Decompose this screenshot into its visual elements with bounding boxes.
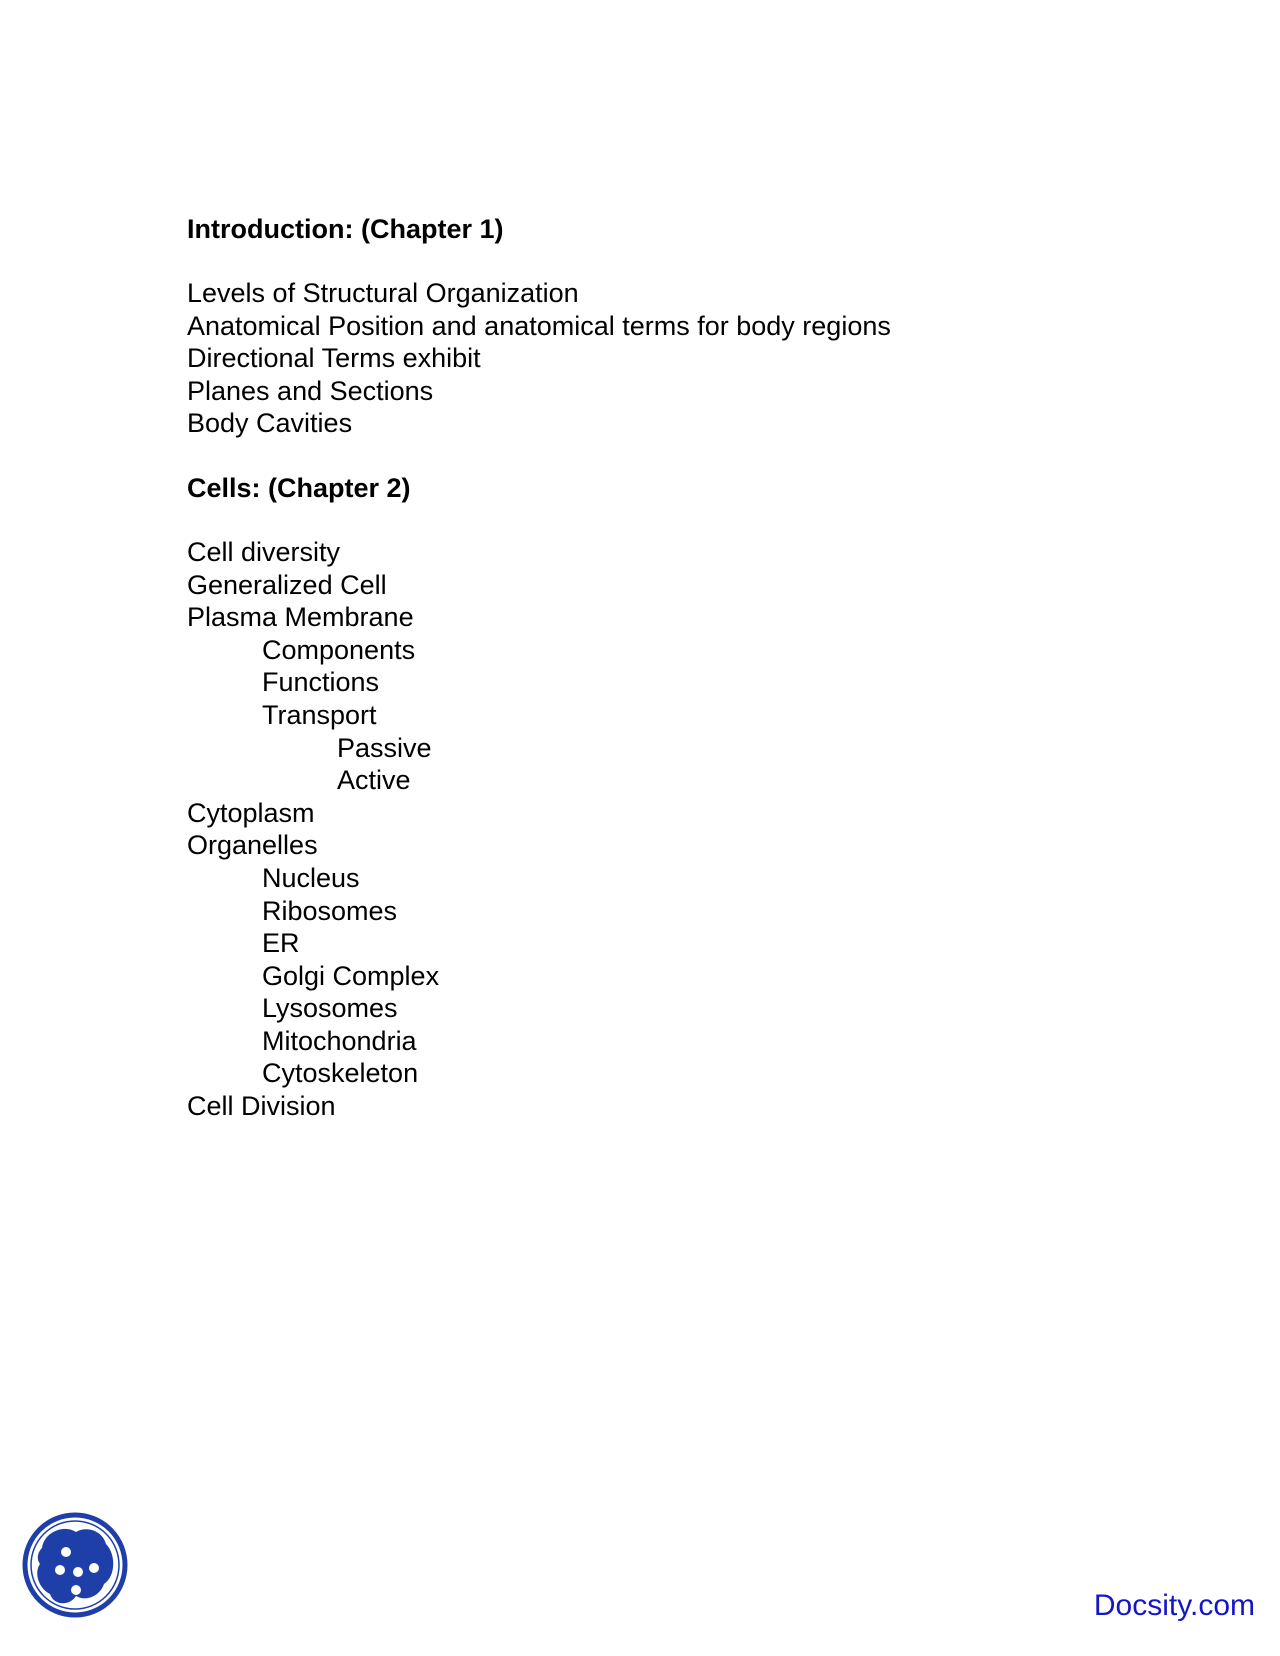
list-subitem: Mitochondria [262, 1025, 417, 1056]
document-content [187, 213, 1187, 1123]
list-subitem: Transport [262, 699, 377, 730]
section-heading-introduction: Introduction: (Chapter 1) [187, 214, 504, 244]
list-item: Planes and Sections [187, 375, 434, 406]
list-item: Cytoplasm [187, 797, 315, 828]
list-item: Anatomical Position and anatomical terms for body regions [187, 310, 891, 341]
list-item: Cell diversity [187, 536, 341, 567]
list-subitem: Ribosomes [262, 895, 398, 926]
list-item: Levels of Structural Organization [187, 278, 579, 308]
list-item: Organelles [187, 830, 318, 861]
list-item: Directional Terms exhibit [187, 343, 481, 374]
docsity-logo-icon[interactable] [20, 1510, 130, 1620]
list-item: Plasma Membrane [187, 602, 414, 633]
section-heading-cells: Cells: (Chapter 2) [187, 472, 411, 503]
docsity-link[interactable]: Docsity.com [1093, 1589, 1255, 1622]
list-subitem: Golgi Complex [262, 960, 440, 991]
spacer [187, 440, 1187, 472]
spacer [187, 245, 1187, 277]
spacer [187, 504, 1187, 536]
list-subitem: Nucleus [262, 862, 360, 893]
list-subsubitem: Passive [337, 732, 432, 763]
list-subsubitem: Active [337, 765, 411, 796]
list-subitem: Cytoskeleton [262, 1058, 419, 1089]
list-item: Body Cavities [187, 408, 353, 439]
list-item: Generalized Cell [187, 569, 387, 600]
list-subitem: ER [262, 928, 300, 959]
list-subitem: Functions [262, 667, 380, 698]
list-subitem: Lysosomes [262, 993, 398, 1024]
list-subitem: Components [262, 634, 416, 665]
list-item: Cell Division [187, 1091, 336, 1122]
